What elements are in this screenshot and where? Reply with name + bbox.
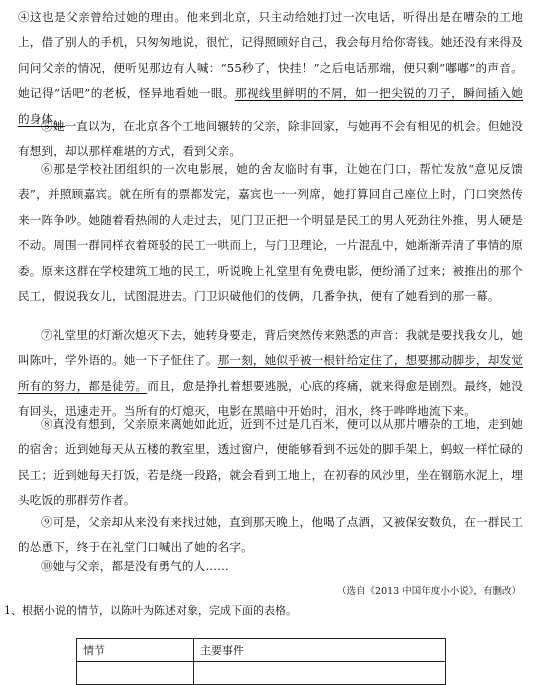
source-citation: （选自《2013 中国年度小小说》，有删改） <box>337 586 521 597</box>
paragraph-4-underlined: 那视线里鲜明的不屑，如一把尖锐的刀子，瞬间插入她的身体。 <box>18 86 523 126</box>
paragraph-4-text: ④这也是父亲曾给过她的理由。他来到北京，只主动给她打过一次电话，听得出是在嘈杂的工地上，借了别人的手机，只匆匆地说，很忙，记得照顾好自己，我会每月给你寄钱。她还没有来得及问问父亲的情况，便听见那边有人喊：“55秒了，快挂！”之后电话那端，便只剩“嘟嘟”的声音。她记得“话吧”的老板，怪异地看她一眼。 <box>18 10 523 101</box>
table-cell-blank[interactable] <box>194 662 446 685</box>
paragraph-5: ⑤她一直以为，在北京各个工地间辗转的父亲，除非回家，与她再不会有相见的机会。但她没有想到，却以那样难堪的方式，看到父亲。 <box>18 119 523 159</box>
table-header-row <box>77 639 446 662</box>
paragraph-4 <box>18 5 523 132</box>
paragraph-7-text-b: 而且，愈是挣扎着想要逃脱，心底的疼痛，就来得愈是剧烈。最终，她没有回头，迅速走开。当所有的灯熄灭，电影在黑暗中开始时，泪水，终于哗哗地流下来。 <box>18 378 523 419</box>
paragraph-10: ⑩她与父亲，都是没有勇气的人…… <box>41 559 229 573</box>
paragraph-8: ⑧真没有想到，父亲原来离她如此近，近到不过是几百米，便可以从那片嘈杂的工地，走到她的宿舍；近到她每天从五楼的教室里，透过窗户，便能够看到不远处的脚手架上，蚂蚁一样忙碌的民工；近到她每天打饭，若是绕一段路，就会看到工地上，在初春的风沙里，坐在钢筋水泥上，埋头吃饭的那群劳作者。 <box>18 417 523 508</box>
paragraph-7-underlined: 那一刻，她似乎被一根针给定住了，想要挪动脚步，却发觉所有的努力，都是徒劳。 <box>18 353 523 393</box>
table-header-plot: 情节 <box>77 639 194 662</box>
paragraph-9: ⑨可是，父亲却从来没有来找过她，直到那天晚上，他喝了点酒，又被保安数负，在一群民工的怂恿下，终于在礼堂门口喊出了她的名字。 <box>18 515 523 555</box>
paragraph-7 <box>18 323 523 425</box>
question-1: 1、根据小说的情节，以陈叶为陈述对象，完成下面的表格。 <box>4 604 297 617</box>
table-cell-blank[interactable] <box>77 662 194 685</box>
paragraph-7-text: ⑦礼堂里的灯渐次熄灭下去，她转身要走，背后突然传来熟悉的声音：我就是要找我女儿，她叫陈叶，学外语的。她一下子怔住了。 <box>18 328 523 368</box>
paragraph-6: ⑥那是学校社团组织的一次电影展，她的舍友临时有事，让她在门口，帮忙发放“意见反馈表”，并照顾嘉宾。就在所有的票都发完，嘉宾也一一列席，她打算回自己座位上时，门口突然传来一阵争吵。她随着看热闹的人走过去，见门卫正把一个明显是民工的男人死劲往外推，男人硬是不动。周围一群同样衣着斑驳的民工一哄而上，与门卫理论，一片混乱中，她渐渐弄清了事情的原委。原来这群在学校建筑工地的民工，听说晚上礼堂里有免费电影，便纷涌了过来；被推出的那个民工，假说我女儿，试图混进去。门卫识破他们的伎俩，几番争执，便有了她看到的那一幕。 <box>18 162 523 304</box>
answer-table <box>76 638 446 685</box>
table-row <box>77 662 446 685</box>
table-header-events: 主要事件 <box>194 639 446 662</box>
